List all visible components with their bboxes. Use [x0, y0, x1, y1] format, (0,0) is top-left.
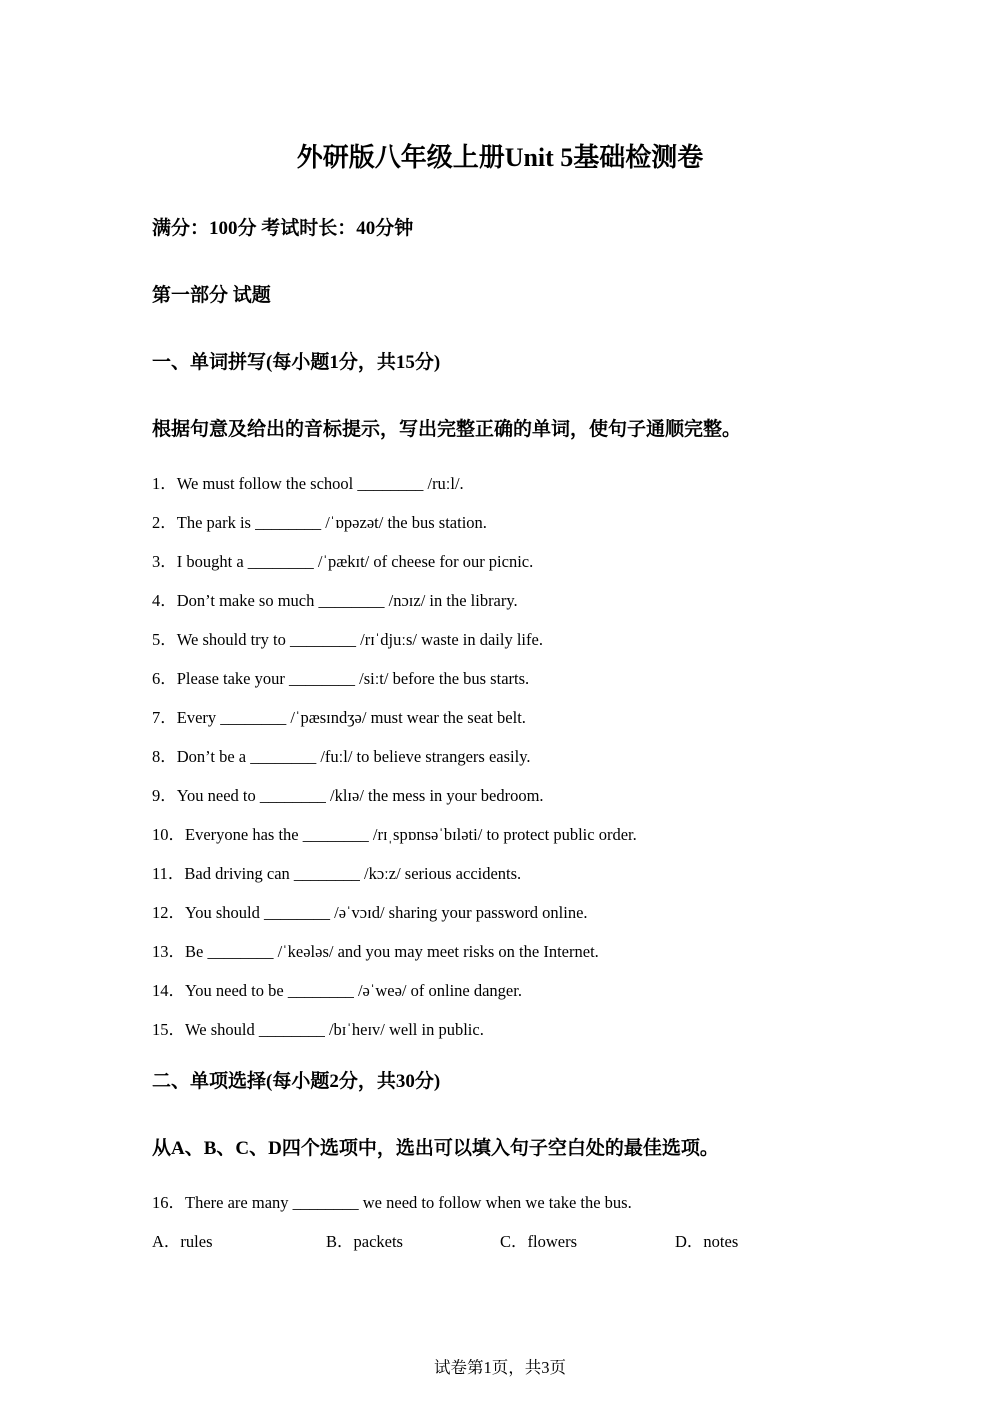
- question-item: 7．Every ________ /ˈpæsɪndʒə/ must wear the seat belt.: [152, 708, 526, 727]
- question-item: 9．You need to ________ /klɪə/ the mess in your bedroom.: [152, 786, 544, 805]
- page-title: 外研版八年级上册Unit 5基础检测卷: [296, 143, 704, 172]
- option-a: A．rules: [152, 1232, 213, 1251]
- question-item: 12．You should ________ /əˈvɔɪd/ sharing your password online.: [152, 903, 588, 922]
- question-item: 15．We should ________ /bɪˈheɪv/ well in public.: [152, 1020, 484, 1039]
- option-b: B．packets: [326, 1232, 403, 1251]
- question-item: 3．I bought a ________ /ˈpækɪt/ of cheese for our picnic.: [152, 552, 534, 571]
- option-c: C．flowers: [500, 1232, 577, 1251]
- question-item: 5．We should try to ________ /rɪˈdjuːs/ waste in daily life.: [152, 630, 543, 649]
- exam-meta: 满分：100分 考试时长：40分钟: [152, 218, 414, 239]
- question-item: 13．Be ________ /ˈkeələs/ and you may meet risks on the Internet.: [152, 942, 599, 961]
- question-item: 16．There are many ________ we need to follow when we take the bus.: [152, 1193, 632, 1212]
- question-item: 10．Everyone has the ________ /rɪˌspɒnsəˈbɪləti/ to protect public order.: [152, 825, 637, 844]
- question-item: 1．We must follow the school ________ /ruːl/.: [152, 474, 464, 493]
- question-item: 2．The park is ________ /ˈɒpəzət/ the bus station.: [152, 513, 487, 532]
- section2-instruction: 从A、B、C、D四个选项中，选出可以填入句子空白处的最佳选项。: [152, 1138, 719, 1159]
- question-item: 6．Please take your ________ /siːt/ before the bus starts.: [152, 669, 530, 688]
- question-item: 4．Don’t make so much ________ /nɔɪz/ in the library.: [152, 591, 518, 610]
- section2-heading: 二、单项选择(每小题2分，共30分): [152, 1071, 441, 1092]
- option-d: D．notes: [675, 1232, 739, 1251]
- part-title: 第一部分 试题: [152, 285, 271, 306]
- section1-heading: 一、单词拼写(每小题1分，共15分): [152, 352, 441, 373]
- page-footer: 试卷第1页，共3页: [434, 1358, 566, 1377]
- section1-instruction: 根据句意及给出的音标提示，写出完整正确的单词，使句子通顺完整。: [152, 419, 742, 440]
- question-item: 11．Bad driving can ________ /kɔːz/ serious accidents.: [152, 864, 522, 883]
- question-item: 14．You need to be ________ /əˈweə/ of online danger.: [152, 981, 522, 1000]
- question-item: 8．Don’t be a ________ /fuːl/ to believe strangers easily.: [152, 747, 531, 766]
